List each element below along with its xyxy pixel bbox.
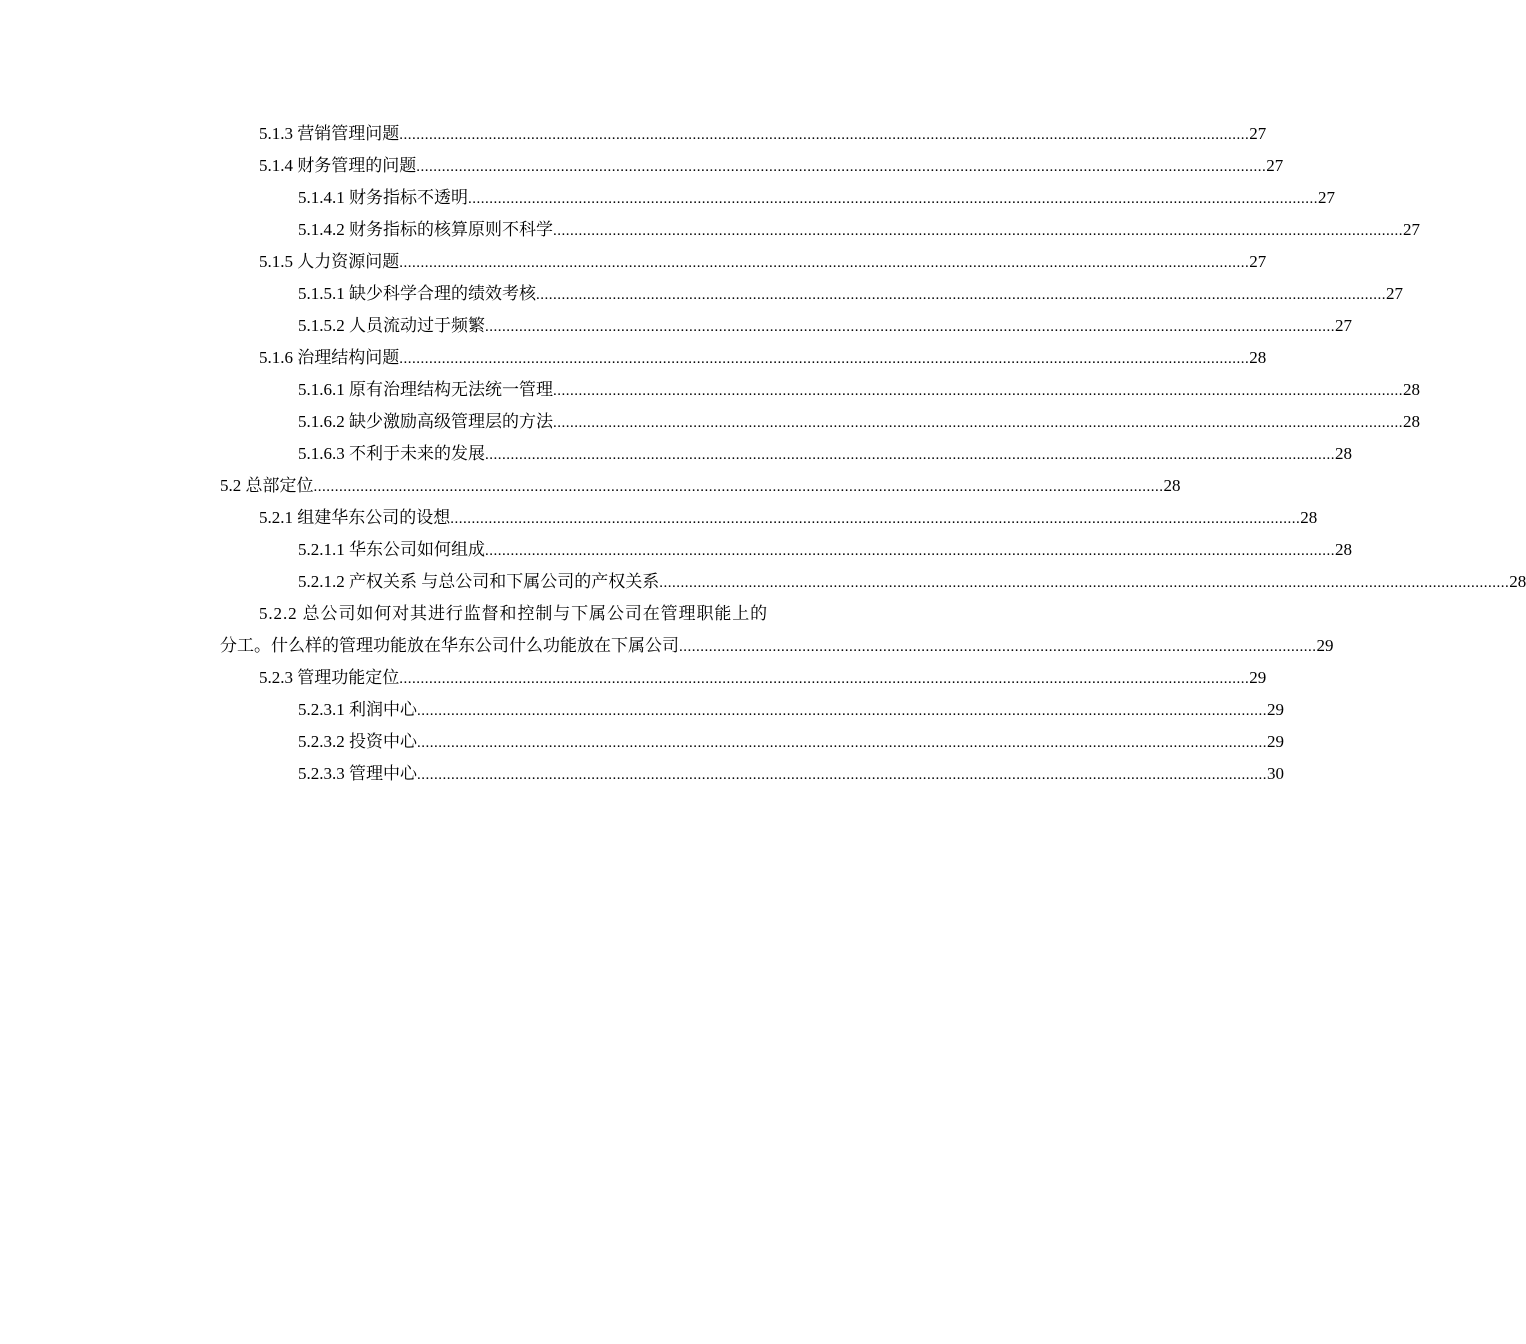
toc-entry-label: 5.1.6.3 不利于未来的发展	[298, 444, 485, 463]
toc-dot-leader: ........................................................................................................................................................................................................	[399, 127, 1250, 143]
toc-page-number: 27	[1249, 252, 1267, 271]
toc-entry-label-line2: 分工。什么样的管理功能放在华东公司什么功能放在下属公司	[220, 636, 679, 655]
toc-dot-leader: ........................................................................................................................................................................................................	[416, 159, 1267, 175]
toc-entry[interactable]	[220, 502, 1318, 534]
toc-entry-label: 5.2.3.1 利润中心	[298, 700, 417, 719]
toc-dot-leader: ........................................................................................................................................................................................................	[417, 767, 1267, 783]
toc-page-number: 30	[1267, 764, 1284, 783]
toc-entry[interactable]	[220, 694, 1284, 726]
toc-page-number: 28	[1249, 348, 1267, 367]
toc-entry-label: 5.1.5.1 缺少科学合理的绩效考核	[298, 284, 536, 303]
toc-entry-label: 5.2 总部定位	[220, 476, 314, 495]
toc-page-number: 27	[1335, 316, 1352, 335]
toc-entry-label: 5.2.1.1 华东公司如何组成	[298, 540, 485, 559]
toc-entry-label: 5.1.6.2 缺少激励高级管理层的方法	[298, 412, 553, 431]
toc-dot-leader: ........................................................................................................................................................................................................	[485, 447, 1335, 463]
toc-dot-leader: ........................................................................................................................................................................................................	[485, 543, 1335, 559]
toc-dot-leader: ........................................................................................................................................................................................................	[399, 671, 1250, 687]
toc-entry[interactable]	[220, 374, 1420, 406]
table-of-contents	[220, 118, 1526, 790]
toc-entry-label: 5.1.3 营销管理问题	[259, 124, 400, 143]
toc-page-number: 29	[1267, 700, 1284, 719]
toc-entry[interactable]	[220, 438, 1352, 470]
toc-entry-label: 5.1.4.1 财务指标不透明	[298, 188, 468, 207]
toc-page-number: 27	[1249, 124, 1267, 143]
toc-page-number: 28	[1403, 380, 1420, 399]
toc-entry-label: 5.2.3.2 投资中心	[298, 732, 417, 751]
toc-entry-line2	[220, 630, 1334, 662]
toc-entry[interactable]	[220, 246, 1267, 278]
toc-entry[interactable]	[220, 662, 1267, 694]
toc-entry-label: 5.1.5 人力资源问题	[259, 252, 400, 271]
toc-entry-label: 5.2.1 组建华东公司的设想	[259, 508, 451, 527]
toc-entry[interactable]	[220, 278, 1403, 310]
toc-entry[interactable]	[220, 214, 1420, 246]
toc-page-number: 27	[1386, 284, 1403, 303]
toc-entry-label: 5.1.6.1 原有治理结构无法统一管理	[298, 380, 553, 399]
toc-page-number: 27	[1403, 220, 1420, 239]
toc-dot-leader: ........................................................................................................................................................................................................	[417, 703, 1267, 719]
toc-entry[interactable]	[220, 150, 1284, 182]
toc-page-number: 27	[1318, 188, 1335, 207]
toc-dot-leader: ........................................................................................................................................................................................................	[553, 383, 1403, 399]
toc-dot-leader: ........................................................................................................................................................................................................	[659, 575, 1510, 591]
toc-dot-leader: ........................................................................................................................................................................................................	[450, 511, 1301, 527]
toc-page-number: 28	[1300, 508, 1318, 527]
toc-dot-leader: ......................................................................................................................................................	[679, 639, 1317, 655]
toc-dot-leader: ........................................................................................................................................................................................................	[536, 287, 1386, 303]
toc-entry[interactable]	[220, 534, 1352, 566]
toc-dot-leader: ........................................................................................................................................................................................................	[417, 735, 1267, 751]
toc-dot-leader: ........................................................................................................................................................................................................	[468, 191, 1318, 207]
toc-dot-leader: ........................................................................................................................................................................................................	[313, 479, 1164, 495]
toc-dot-leader: ........................................................................................................................................................................................................	[399, 255, 1250, 271]
toc-entry-label: 5.1.5.2 人员流动过于频繁	[298, 316, 485, 335]
toc-entry[interactable]	[220, 470, 1181, 502]
toc-entry[interactable]	[220, 310, 1352, 342]
toc-list-after	[220, 662, 1284, 790]
toc-dot-leader: ........................................................................................................................................................................................................	[553, 415, 1403, 431]
toc-entry[interactable]	[220, 726, 1284, 758]
toc-entry-label: 5.1.6 治理结构问题	[259, 348, 400, 367]
toc-page-number: 27	[1266, 156, 1284, 175]
toc-list-before	[220, 118, 1526, 598]
toc-page-number: 29	[1249, 668, 1267, 687]
toc-entry-label: 5.1.4 财务管理的问题	[259, 156, 417, 175]
toc-entry[interactable]	[220, 118, 1267, 150]
toc-entry-label: 5.2.1.2 产权关系 与总公司和下属公司的产权关系	[298, 572, 660, 591]
toc-entry[interactable]	[220, 566, 1526, 598]
toc-page-number: 28	[1163, 476, 1181, 495]
toc-page-number: 28	[1335, 444, 1352, 463]
toc-entry[interactable]	[220, 342, 1267, 374]
toc-page-number: 28	[1403, 412, 1420, 431]
toc-dot-leader: ........................................................................................................................................................................................................	[485, 319, 1335, 335]
toc-entry-label-line1: 5.2.2 总公司如何对其进行监督和控制与下属公司在管理职能上的	[259, 604, 769, 623]
toc-page-number: 28	[1335, 540, 1352, 559]
toc-entry[interactable]	[220, 406, 1420, 438]
toc-entry[interactable]	[220, 758, 1284, 790]
toc-entry[interactable]	[220, 182, 1335, 214]
toc-entry-wrapped[interactable]	[220, 598, 1334, 662]
toc-dot-leader: ........................................................................................................................................................................................................	[399, 351, 1250, 367]
toc-page-number: 28	[1509, 572, 1526, 591]
toc-page-number: 29	[1316, 636, 1334, 655]
toc-entry-label: 5.2.3.3 管理中心	[298, 764, 417, 783]
toc-page-number: 29	[1267, 732, 1284, 751]
toc-entry-label: 5.2.3 管理功能定位	[259, 668, 400, 687]
toc-entry-label: 5.1.4.2 财务指标的核算原则不科学	[298, 220, 553, 239]
toc-dot-leader: ........................................................................................................................................................................................................	[553, 223, 1403, 239]
